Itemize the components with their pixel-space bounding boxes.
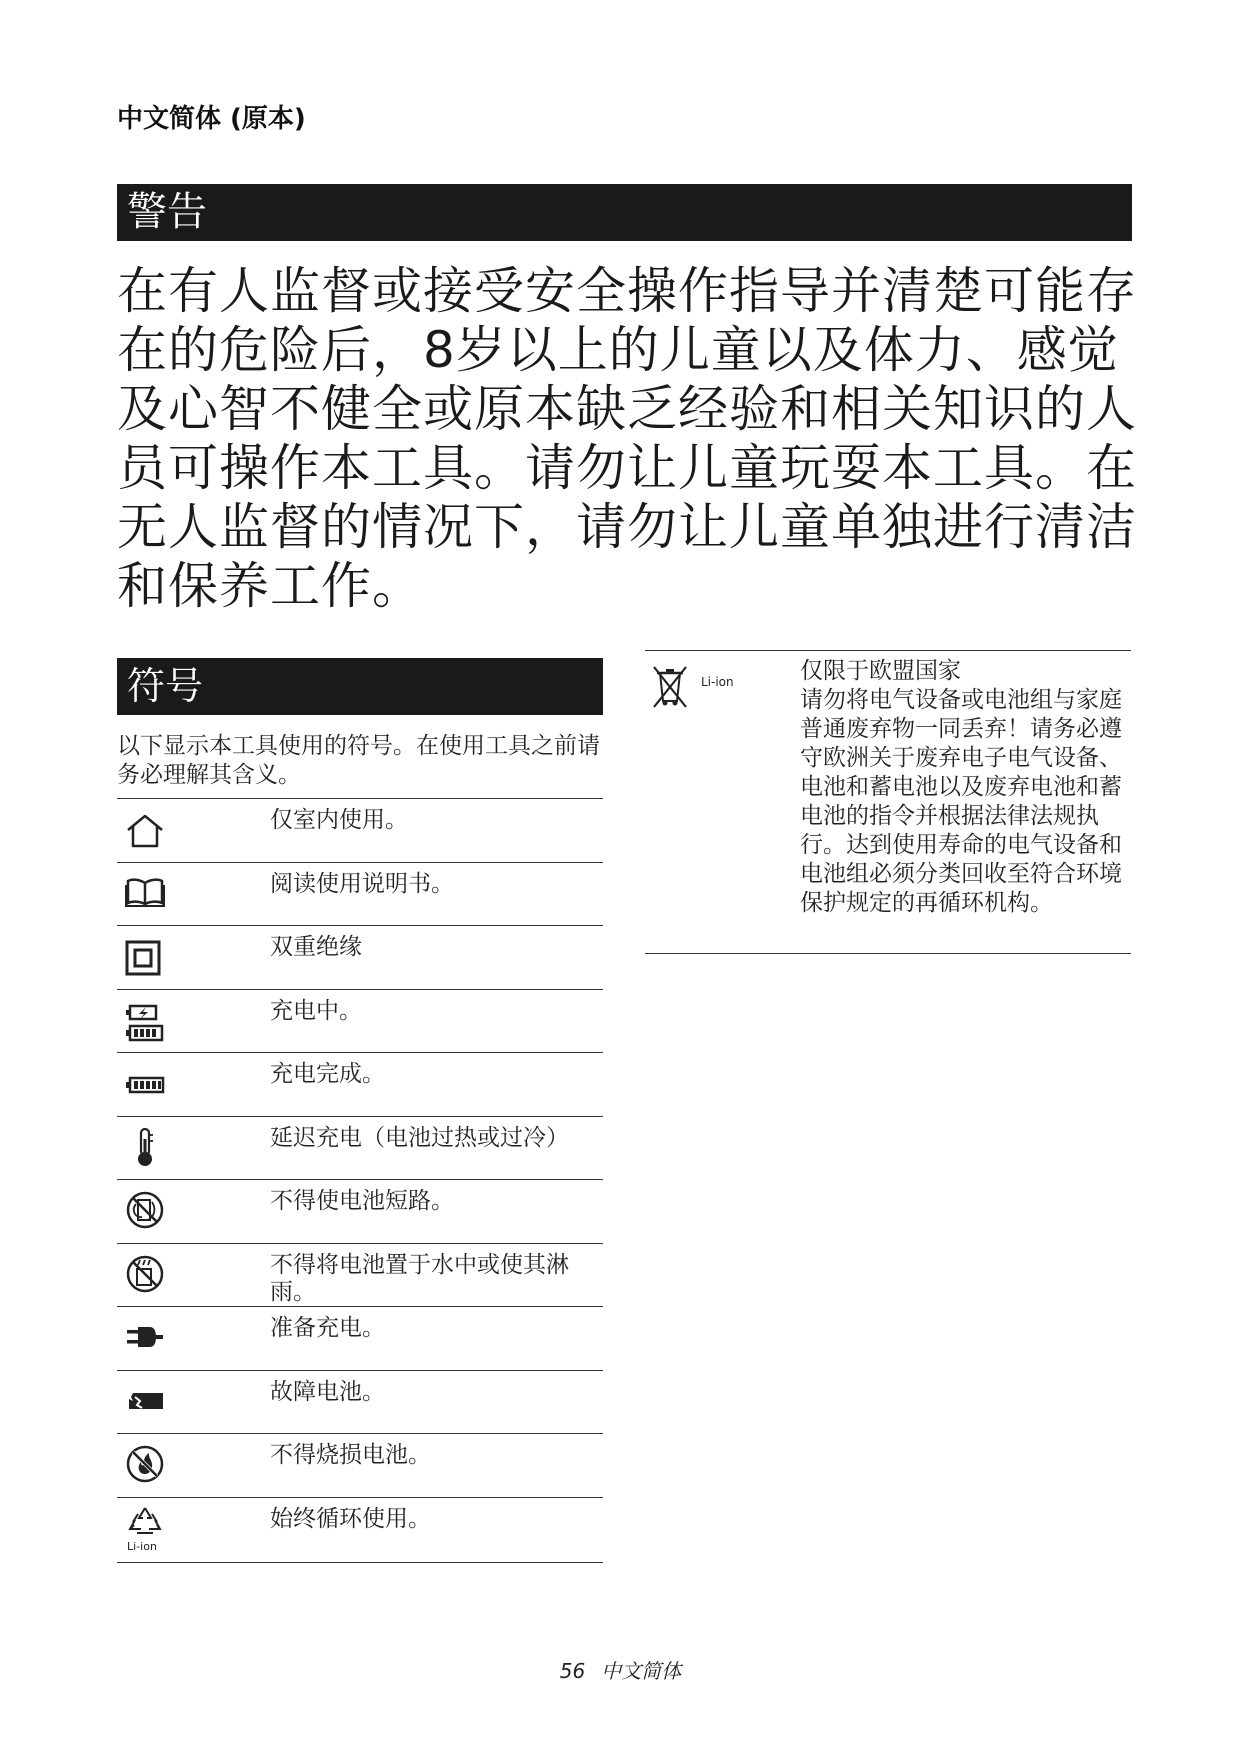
page-footer <box>0 1655 1241 1684</box>
battery-charging-icon <box>125 1004 171 1044</box>
warning-line: 无人监督的情况下，请勿让儿童单独进行清洁 <box>117 498 1137 556</box>
symbol-row <box>117 926 603 990</box>
house-icon <box>125 813 171 853</box>
symbol-row <box>117 1180 603 1244</box>
symbols-table <box>117 798 603 1563</box>
symbol-row <box>117 1498 603 1563</box>
symbol-label: 充电完成。 <box>270 1061 385 1087</box>
warning-line: 在有人监督或接受安全操作指导并清楚可能存 <box>117 262 1137 320</box>
symbol-row <box>117 1434 603 1498</box>
warning-line: 及心智不健全或原本缺乏经验和相关知识的人 <box>117 380 1137 438</box>
symbol-row <box>117 1307 603 1371</box>
no-water-icon <box>125 1258 171 1298</box>
symbol-label: 不得将电池置于水中或使其淋雨。 <box>270 1251 569 1305</box>
weee-notice <box>645 650 1131 954</box>
no-short-circuit-icon <box>125 1194 171 1234</box>
crossed-bin-icon <box>650 663 696 709</box>
warning-title: 警告 <box>127 189 207 235</box>
symbol-row <box>117 990 603 1054</box>
warning-text <box>117 262 1147 616</box>
symbol-label: 充电中。 <box>270 997 362 1024</box>
footer-language: 中文简体 <box>601 1659 682 1683</box>
symbol-row <box>117 863 603 927</box>
page-number: 56 <box>559 1659 586 1683</box>
symbol-row <box>117 1117 603 1181</box>
symbol-row <box>117 1371 603 1435</box>
recycle-icon <box>125 1504 171 1553</box>
symbol-label: 仅室内使用。 <box>270 807 408 833</box>
weee-text: 仅限于欧盟国家 请勿将电气设备或电池组与家庭普通废弃物一同丢弃！请务必遵守欧洲关于废弃电子电气设备、电池和蓄电池以及废弃电池和蓄电池的指令并根据法律法规执行。达到使用寿命的电气设备和电池组必须分类回收至符合环境保护规定的再循环机构。 <box>800 658 1122 916</box>
symbol-label: 延迟充电（电池过热或过冷） <box>270 1124 569 1151</box>
symbols-title: 符号 <box>127 664 204 708</box>
symbol-label: 双重绝缘 <box>270 934 362 960</box>
language-header: 中文简体 (原本) <box>117 104 306 134</box>
plug-icon <box>125 1321 171 1361</box>
symbol-label: 始终循环使用。 <box>270 1505 431 1532</box>
warning-line: 在的危险后，8岁以上的儿童以及体力、感觉 <box>117 321 1119 379</box>
warning-line: 和保养工作。 <box>117 557 423 615</box>
symbol-row <box>117 1053 603 1117</box>
book-icon <box>125 877 171 917</box>
symbols-heading-bar <box>117 658 603 715</box>
symbol-label: 不得使电池短路。 <box>270 1188 454 1214</box>
warning-line: 员可操作本工具。请勿让儿童玩耍本工具。在 <box>117 439 1137 497</box>
symbol-label: 准备充电。 <box>270 1315 385 1341</box>
symbols-intro: 以下显示本工具使用的符号。在使用工具之前请务必理解其含义。 <box>117 733 600 788</box>
thermometer-icon <box>125 1131 171 1171</box>
recycle-icon-label: Li-ion <box>127 1539 157 1553</box>
symbol-row <box>117 799 603 863</box>
symbol-row <box>117 1244 603 1308</box>
weee-icon-label: Li-ion <box>701 675 734 689</box>
symbol-label: 阅读使用说明书。 <box>270 870 454 897</box>
symbol-label: 故障电池。 <box>270 1378 385 1405</box>
no-fire-icon <box>125 1448 171 1488</box>
warning-heading-bar <box>117 184 1132 241</box>
double-insulation-icon <box>125 940 171 980</box>
faulty-battery-icon <box>125 1385 171 1425</box>
battery-full-icon <box>125 1067 171 1107</box>
symbol-label: 不得烧损电池。 <box>270 1442 431 1468</box>
